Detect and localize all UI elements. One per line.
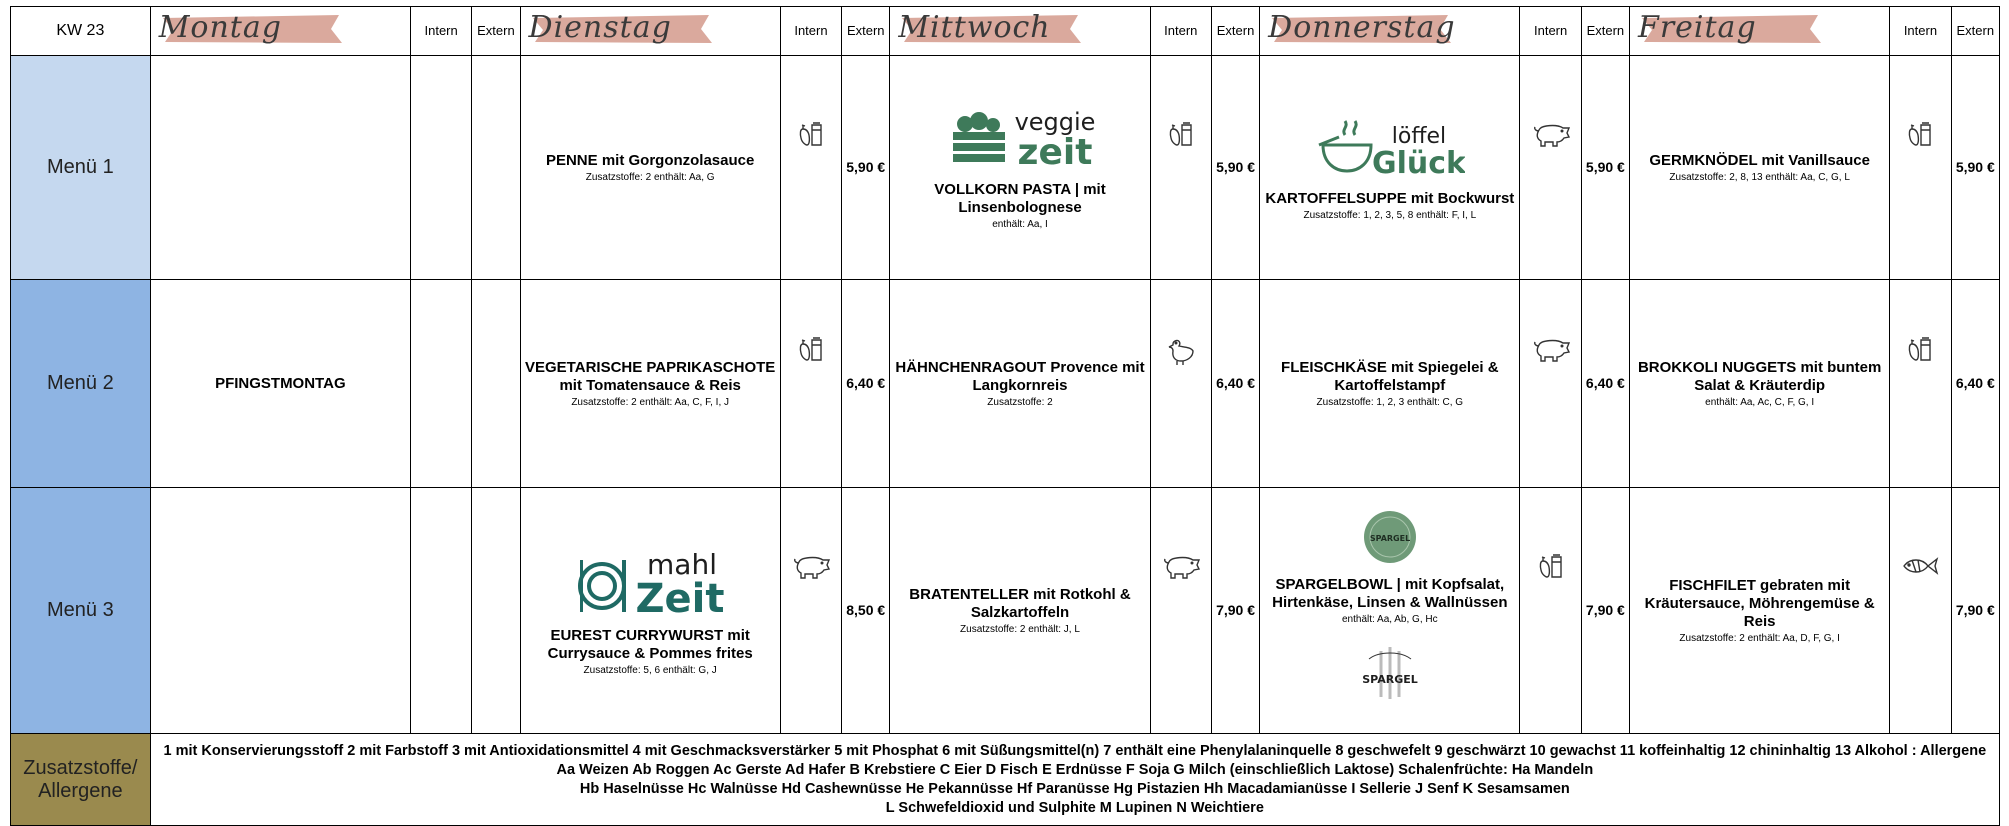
intern-icon-cell: [1520, 280, 1581, 488]
menu-row-1: [11, 56, 2000, 280]
svg-text:zeit: zeit: [1017, 131, 1093, 170]
price-cell: [472, 280, 520, 488]
price-cell: 5,90 €: [1581, 56, 1629, 280]
dish-additives: Zusatzstoffe: 1, 2, 3 enthält: C, G: [1316, 397, 1464, 408]
dish-additives: Zusatzstoffe: 5, 6 enthält: G, J: [583, 664, 717, 676]
vegetarian-icon: [797, 335, 825, 363]
dish-name: VEGETARISCHE PAPRIKASCHOTE mit Tomatensauce & Reis: [525, 359, 776, 394]
dish-cell-montag: [150, 280, 410, 488]
dish-name: HÄHNCHENRAGOUT Provence mit Langkornreis: [895, 359, 1145, 394]
allergen-footer-row: [11, 734, 2000, 826]
intern-icon-cell: [1890, 280, 1951, 488]
intern-icon-cell: [780, 280, 841, 488]
fish-icon: [1900, 552, 1940, 580]
week-number: KW 23: [11, 7, 151, 56]
intern-icon-cell: [410, 488, 471, 734]
intern-icon-cell: [780, 56, 841, 280]
extern-header: Extern: [472, 7, 520, 56]
allergen-label-cell: [11, 734, 151, 826]
menu-label-cell: Menü 2: [11, 280, 151, 488]
allergens-line-2: Hb Haselnüsse Hc Walnüsse Hd Cashewnüsse He Pekannüsse Hf Paranüsse Hg Pistazien Hh Macadamianüsse I Sellerie J Senf K Sesamsamen: [579, 780, 1570, 797]
svg-text:löffel: löffel: [1391, 123, 1447, 149]
day-header-montag: [150, 7, 410, 56]
price-cell: 6,40 €: [1581, 280, 1629, 488]
price-cell: [472, 488, 520, 734]
dish-name: EUREST CURRYWURST mit Currysauce & Pommes frites: [547, 626, 753, 662]
intern-icon-cell: [1890, 488, 1951, 734]
pig-icon: [1531, 335, 1571, 363]
loeffel-glueck-logo: [1260, 115, 1519, 184]
spargel-seal-logo: [1260, 509, 1519, 570]
dish-name: PENNE mit Gorgonzolasauce: [545, 152, 755, 169]
allergens-line-3: L Schwefeldioxid und Sulphite M Lupinen N Weichtiere: [885, 799, 1264, 816]
dish-cell-mittwoch: [890, 280, 1150, 488]
mahl-zeit-logo: [521, 546, 780, 621]
allergen-label: Zusatzstoffe/ Allergene: [23, 756, 138, 802]
price-cell: [472, 56, 520, 280]
vegetarian-icon: [1906, 120, 1934, 148]
dish-cell-dienstag: [520, 488, 780, 734]
dish-cell-mittwoch: [890, 488, 1150, 734]
dish-cell-donnerstag: [1260, 280, 1520, 488]
intern-icon-cell: [1520, 56, 1581, 280]
chicken-icon: [1165, 335, 1197, 367]
dish-cell-mittwoch: [890, 56, 1150, 280]
intern-icon-cell: [410, 280, 471, 488]
dish-cell-dienstag: [520, 56, 780, 280]
ribbon-banner: Dienstag: [529, 12, 714, 46]
dish-cell-freitag: [1630, 280, 1890, 488]
intern-header: Intern: [780, 7, 841, 56]
intern-icon-cell: [1150, 488, 1211, 734]
svg-text:SPARGEL: SPARGEL: [1369, 534, 1410, 543]
vegetarian-icon: [1537, 552, 1565, 580]
menu-row-2: [11, 280, 2000, 488]
day-header-donnerstag: [1260, 7, 1520, 56]
dish-cell-freitag: [1630, 56, 1890, 280]
dish-name: VOLLKORN PASTA | mit Linsenbolognese: [934, 180, 1106, 216]
dish-additives: enthält: Aa, Ab, G, Hc: [1342, 614, 1438, 625]
price-cell: 5,90 €: [1211, 56, 1259, 280]
header-row: [11, 7, 2000, 56]
weekly-menu-table: [10, 6, 2000, 826]
menu-row-3: [11, 488, 2000, 734]
extern-header: Extern: [1951, 7, 1999, 56]
menu-label-cell: Menü 1: [11, 56, 151, 280]
dish-name: BROKKOLI NUGGETS mit buntem Salat & Kräuterdip: [1637, 359, 1882, 394]
vegetarian-icon: [797, 120, 825, 148]
dish-additives: Zusatzstoffe: 2 enthält: Aa, D, F, G, I: [1679, 633, 1840, 644]
day-header-mittwoch: [890, 7, 1150, 56]
intern-header: Intern: [1150, 7, 1211, 56]
price-cell: 5,90 €: [1951, 56, 1999, 280]
spargel-stamp-logo: [1260, 643, 1519, 706]
dish-additives: enthält: Aa, I: [992, 218, 1048, 230]
ribbon-banner: Freitag: [1638, 12, 1823, 46]
dish-name: FLEISCHKÄSE mit Spiegelei & Kartoffelstampf: [1281, 359, 1499, 394]
dish-name: KARTOFFELSUPPE mit Bockwurst: [1265, 189, 1515, 207]
pig-icon: [791, 552, 831, 580]
price-cell: 5,90 €: [842, 56, 890, 280]
intern-icon-cell: [1520, 488, 1581, 734]
dish-cell-donnerstag: [1260, 488, 1520, 734]
extern-header: Extern: [842, 7, 890, 56]
price-cell: 6,40 €: [1211, 280, 1259, 488]
svg-text:Zeit: Zeit: [635, 575, 725, 616]
price-cell: 7,90 €: [1581, 488, 1629, 734]
price-cell: 7,90 €: [1211, 488, 1259, 734]
vegetarian-icon: [1167, 120, 1195, 148]
day-header-freitag: [1630, 7, 1890, 56]
pig-icon: [1531, 120, 1571, 148]
veggie-zeit-logo: [890, 106, 1149, 175]
pig-icon: [1161, 552, 1201, 580]
ribbon-banner: Mittwoch: [898, 12, 1083, 46]
intern-header: Intern: [1890, 7, 1951, 56]
svg-text:mahl: mahl: [647, 547, 718, 581]
svg-text:Glück: Glück: [1371, 145, 1465, 179]
holiday-label: PFINGSTMONTAG: [215, 374, 346, 392]
dish-cell-montag: [150, 56, 410, 280]
dish-additives: enthält: Aa, Ac, C, F, G, I: [1705, 397, 1815, 408]
day-header-dienstag: [520, 7, 780, 56]
dish-cell-dienstag: [520, 280, 780, 488]
menu-label-cell: Menü 3: [11, 488, 151, 734]
dish-cell-montag: [150, 488, 410, 734]
intern-icon-cell: [1890, 56, 1951, 280]
price-cell: 6,40 €: [1951, 280, 1999, 488]
dish-name: BRATENTELLER mit Rotkohl & Salzkartoffeln: [909, 586, 1131, 621]
dish-cell-freitag: [1630, 488, 1890, 734]
dish-name: FISCHFILET gebraten mit Kräutersauce, Möhrengemüse & Reis: [1644, 577, 1875, 630]
ribbon-banner: Montag: [159, 12, 344, 46]
price-cell: 6,40 €: [842, 280, 890, 488]
intern-icon-cell: [1150, 280, 1211, 488]
ribbon-banner: Donnerstag: [1268, 9, 1456, 45]
dish-cell-donnerstag: [1260, 56, 1520, 280]
dish-additives: Zusatzstoffe: 1, 2, 3, 5, 8 enthält: F, I, L: [1303, 209, 1477, 221]
intern-header: Intern: [1520, 7, 1581, 56]
dish-additives: Zusatzstoffe: 2 enthält: Aa, C, F, I, J: [571, 397, 729, 408]
allergens-line-1: Aa Weizen Ab Roggen Ac Gerste Ad Hafer B Krebstiere C Eier D Fisch E Erdnüsse F Soja G Milch (einschließlich Laktose) Schalenfrüchte: Ha Mandeln: [556, 761, 1594, 778]
dish-name: SPARGELBOWL | mit Kopfsalat, Hirtenkäse, Linsen & Wallnüssen: [1272, 576, 1508, 611]
vegetarian-icon: [1906, 335, 1934, 363]
allergen-legend: [150, 734, 1999, 826]
intern-header: Intern: [410, 7, 471, 56]
price-cell: 8,50 €: [842, 488, 890, 734]
extern-header: Extern: [1211, 7, 1259, 56]
dish-additives: Zusatzstoffe: 2 enthält: Aa, G: [585, 172, 715, 183]
additives-line: 1 mit Konservierungsstoff 2 mit Farbstoff 3 mit Antioxidationsmittel 4 mit Geschmacksverstärker 5 mit Phosphat 6 mit Süßungsmittel(n) 7 enthält eine Phenylalaninquelle 8 geschwefelt 9 geschwärzt 10 gewachst 11 koffeinhaltig 12 chininhaltig 13 Alkohol : Allergene: [163, 742, 1987, 759]
intern-icon-cell: [410, 56, 471, 280]
dish-name: GERMKNÖDEL mit Vanillsauce: [1649, 152, 1870, 169]
price-cell: 7,90 €: [1951, 488, 1999, 734]
intern-icon-cell: [780, 488, 841, 734]
dish-additives: Zusatzstoffe: 2, 8, 13 enthält: Aa, C, G, L: [1669, 172, 1850, 183]
intern-icon-cell: [1150, 56, 1211, 280]
extern-header: Extern: [1581, 7, 1629, 56]
svg-text:veggie: veggie: [1014, 107, 1095, 136]
dish-additives: Zusatzstoffe: 2: [987, 397, 1053, 408]
dish-additives: Zusatzstoffe: 2 enthält: J, L: [960, 624, 1080, 635]
svg-text:SPARGEL: SPARGEL: [1362, 673, 1418, 686]
